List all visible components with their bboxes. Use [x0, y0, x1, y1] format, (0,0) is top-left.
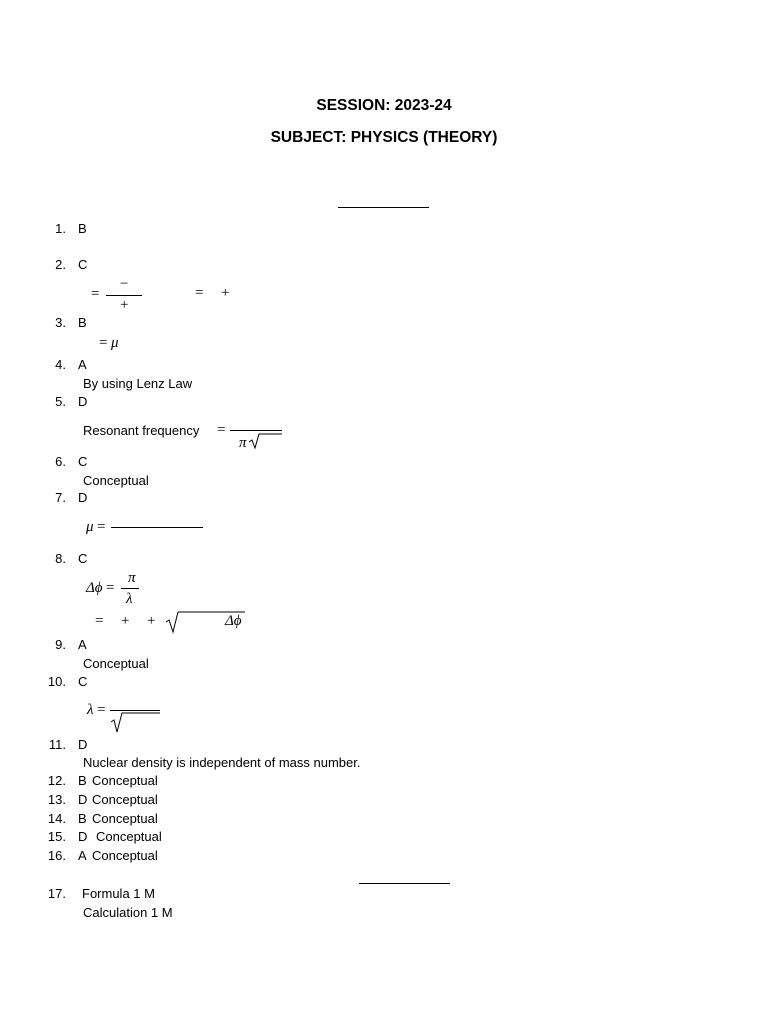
answer-note: By using Lenz Law [83, 376, 193, 391]
answer-number: 17. [47, 886, 66, 901]
answer-key: C [78, 257, 88, 272]
fraction-bar [230, 430, 282, 431]
section-divider [338, 207, 429, 208]
delta-phi-symbol: Δϕ [86, 580, 103, 596]
answer-key: D [78, 829, 88, 844]
answer-number: 11. [48, 737, 66, 752]
answer-key: D [78, 490, 88, 505]
answer-number: 4. [55, 357, 66, 372]
mu-symbol: μ [111, 335, 119, 351]
answer-number: 9. [55, 637, 66, 652]
answer-note: Nuclear density is independent of mass number. [83, 755, 361, 770]
subject-title: SUBJECT: PHYSICS (THEORY) [270, 129, 498, 146]
answer-key: C [78, 674, 88, 689]
answer-number: 15. [47, 829, 66, 844]
equals-sign: = [99, 335, 108, 351]
plus-sign: + [147, 613, 156, 629]
sqrt-icon [249, 432, 283, 450]
section-divider [359, 883, 450, 884]
answer-key: Formula 1 M [82, 886, 155, 901]
answer-number: 16. [47, 848, 66, 863]
answer-key: B [78, 221, 87, 236]
answer-number: 14. [47, 811, 66, 826]
answer-number: 10. [47, 674, 66, 689]
pi-symbol: π [239, 435, 247, 451]
answer-key: A [78, 637, 87, 652]
answer-number: 6. [55, 454, 66, 469]
delta-phi-symbol: Δϕ [225, 613, 242, 629]
fraction-bar [110, 710, 160, 711]
answer-key: C [78, 551, 88, 566]
answer-note: Resonant frequency [83, 423, 200, 438]
session-title: SESSION: 2023-24 [316, 97, 452, 114]
mu-symbol: μ [86, 519, 94, 535]
answer-note: Conceptual [92, 848, 158, 863]
answer-note: Conceptual [83, 473, 149, 488]
answer-key: A [78, 848, 87, 863]
fraction-bar [111, 527, 203, 528]
plus-sign: + [221, 285, 230, 301]
answer-key: D [78, 394, 88, 409]
answer-note: Conceptual [92, 792, 158, 807]
answer-number: 7. [55, 490, 66, 505]
answer-number: 8. [55, 551, 66, 566]
equals-sign: = [95, 613, 104, 629]
answer-number: 13. [47, 792, 66, 807]
answer-number: 5. [55, 394, 66, 409]
answer-number: 2. [55, 257, 66, 272]
equals-sign: = [91, 286, 100, 302]
sqrt-icon [111, 712, 161, 734]
equals-sign: = [97, 519, 106, 535]
answer-key: B [78, 811, 87, 826]
answer-key: C [78, 454, 88, 469]
lambda-symbol: λ [126, 591, 133, 607]
answer-key: B [78, 315, 87, 330]
answer-key: D [78, 792, 88, 807]
answer-note: Conceptual [92, 811, 158, 826]
answer-note: Calculation 1 M [83, 905, 173, 920]
answer-note: Conceptual [83, 656, 149, 671]
answer-note: Conceptual [96, 829, 162, 844]
pi-symbol: π [128, 570, 136, 586]
fraction-bar [106, 295, 142, 296]
answer-number: 3. [55, 315, 66, 330]
answer-key: D [78, 737, 88, 752]
answer-key: B [78, 773, 87, 788]
answer-number: 12. [47, 773, 66, 788]
equals-sign: = [106, 580, 115, 596]
equals-sign: = [217, 422, 226, 438]
lambda-symbol: λ [87, 702, 94, 718]
answer-number: 1. [55, 221, 66, 236]
plus-sign: + [121, 613, 130, 629]
answer-key: A [78, 357, 87, 372]
answer-note: Conceptual [92, 773, 158, 788]
equals-sign: = [97, 702, 106, 718]
plus-sign: + [120, 297, 129, 313]
minus-sign: − [120, 276, 129, 292]
fraction-bar [121, 588, 139, 589]
equals-sign: = [195, 285, 204, 301]
